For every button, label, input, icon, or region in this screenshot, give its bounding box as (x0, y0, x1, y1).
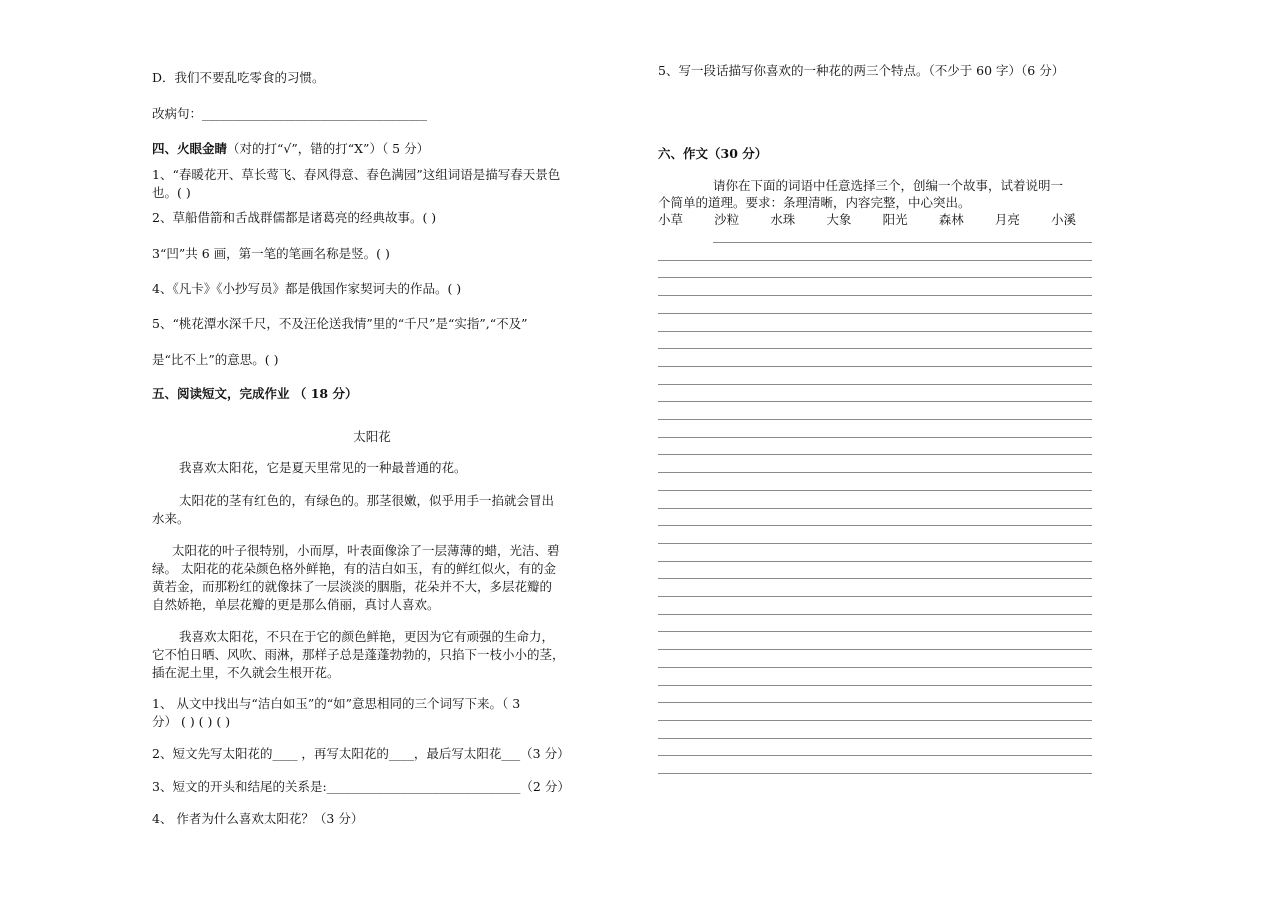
option-d: D．我们不要乱吃零食的习惯。 (152, 70, 325, 85)
passage-line-1: 我喜欢太阳花，它是夏天里常见的一种最普通的花。 (179, 460, 467, 475)
passage-line-2: 太阳花的茎有红色的，有绿色的。那茎很嫩，似乎用手一掐就会冒出 (179, 493, 555, 508)
passage-line-10: 插在泥土里，不久就会生根开花。 (152, 665, 340, 680)
writing-line (658, 508, 1092, 509)
s4-item-1a: 1、“春暖花开、草长莺飞、春风得意、春色满园”这组词语是描写春天景色 (152, 167, 561, 182)
passage-line-5: 绿。 太阳花的花朵颜色格外鲜艳，有的洁白如玉，有的鲜红似火，有的金 (152, 561, 556, 576)
writing-line (658, 295, 1092, 296)
revise-sentence-line: 改病句：____________________________________ (152, 106, 428, 121)
composition-prompt-2: 个简单的道理。要求：条理清晰，内容完整，中心突出。 (658, 195, 971, 210)
passage-line-7: 自然娇艳，单层花瓣的更是那么俏丽，真讨人喜欢。 (152, 597, 440, 612)
writing-line (713, 242, 1092, 243)
s4-item-5a: 5、“桃花潭水深千尺，不及汪伦送我情”里的“千尺”是“实指”,“不及” (152, 316, 528, 331)
passage-line-6: 黄若金，而那粉红的就像抹了一层淡淡的胭脂，花朵并不大，多层花瓣的 (152, 579, 553, 594)
question-1a: 1、 从文中找出与“洁白如玉”的“如”意思相同的三个词写下来。（ 3 (152, 696, 521, 711)
writing-line (658, 649, 1092, 650)
writing-line (658, 720, 1092, 721)
writing-line (658, 702, 1092, 703)
writing-line (658, 454, 1092, 455)
writing-line (658, 525, 1092, 526)
writing-line (658, 596, 1092, 597)
question-3: 3、短文的开头和结尾的关系是:_______________________________（2 分） (152, 779, 570, 794)
passage-line-4: 太阳花的叶子很特别，小而厚，叶表面像涂了一层薄薄的蜡，光洁、碧 (172, 543, 560, 558)
s4-item-2: 2、草船借箭和舌战群儒都是诸葛亮的经典故事。( ) (152, 210, 437, 225)
word-bank (658, 211, 1076, 229)
s4-item-3: 3“凹”共 6 画，第一笔的笔画名称是竖。( ) (152, 246, 390, 261)
word-bank-item: 森林 (938, 212, 964, 227)
question-2: 2、短文先写太阳花的____ ，再写太阳花的____，最后写太阳花___（3 分） (152, 746, 570, 761)
writing-line (658, 667, 1092, 668)
word-bank-item: 水珠 (770, 212, 796, 227)
section-4-heading: 四、火眼金睛 (152, 141, 228, 156)
writing-line (658, 614, 1092, 615)
writing-line (658, 472, 1092, 473)
writing-line (658, 738, 1092, 739)
word-bank-item: 阳光 (882, 212, 908, 227)
writing-line (658, 348, 1092, 349)
s4-item-5b: 是“比不上”的意思。( ) (152, 352, 279, 367)
writing-line (658, 685, 1092, 686)
section-5-heading: 五、阅读短文，完成作业 （ 18 分） (152, 386, 358, 401)
writing-line (658, 313, 1092, 314)
writing-line (658, 366, 1092, 367)
question-1b: 分） ( ) ( ) ( ) (152, 714, 231, 729)
writing-line (658, 773, 1092, 774)
writing-line (658, 561, 1092, 562)
s4-item-1b: 也。( ) (152, 185, 191, 200)
writing-line (658, 419, 1092, 420)
word-bank-item: 小草 (658, 212, 684, 227)
word-bank-item: 沙粒 (714, 212, 740, 227)
section-6-heading: 六、作文（30 分） (658, 146, 768, 161)
word-bank-item: 大象 (826, 212, 852, 227)
passage-line-9: 它不怕日晒、风吹、雨淋，那样子总是蓬蓬勃勃的，只掐下一枝小小的茎， (152, 647, 565, 662)
passage-line-8: 我喜欢太阳花，不只在于它的颜色鲜艳，更因为它有顽强的生命力， (179, 629, 555, 644)
s4-item-4: 4、《凡卡》《小抄写员》都是俄国作家契诃夫的作品。( ) (152, 281, 462, 296)
question-4: 4、 作者为什么喜欢太阳花？（3 分） (152, 811, 364, 826)
section-4-heading-row (152, 140, 429, 158)
word-bank-item: 月亮 (994, 212, 1020, 227)
passage-title: 太阳花 (353, 429, 391, 444)
writing-line (658, 543, 1092, 544)
writing-line (658, 331, 1092, 332)
writing-line (658, 260, 1092, 261)
writing-line (658, 490, 1092, 491)
writing-line (658, 755, 1092, 756)
word-bank-item: 小溪 (1050, 212, 1076, 227)
writing-line (658, 631, 1092, 632)
writing-line (658, 401, 1092, 402)
question-5: 5、写一段话描写你喜欢的一种花的两三个特点。（不少于 60 字）（6 分） (658, 63, 1065, 78)
section-4-instruction: （对的打“√”，错的打“X”）（ 5 分） (227, 141, 430, 156)
writing-line (658, 277, 1092, 278)
writing-line (658, 437, 1092, 438)
passage-line-3: 水来。 (152, 511, 190, 526)
composition-prompt-1: 请你在下面的词语中任意选择三个，创编一个故事，试着说明一 (713, 178, 1064, 193)
writing-line (658, 384, 1092, 385)
writing-line (658, 578, 1092, 579)
